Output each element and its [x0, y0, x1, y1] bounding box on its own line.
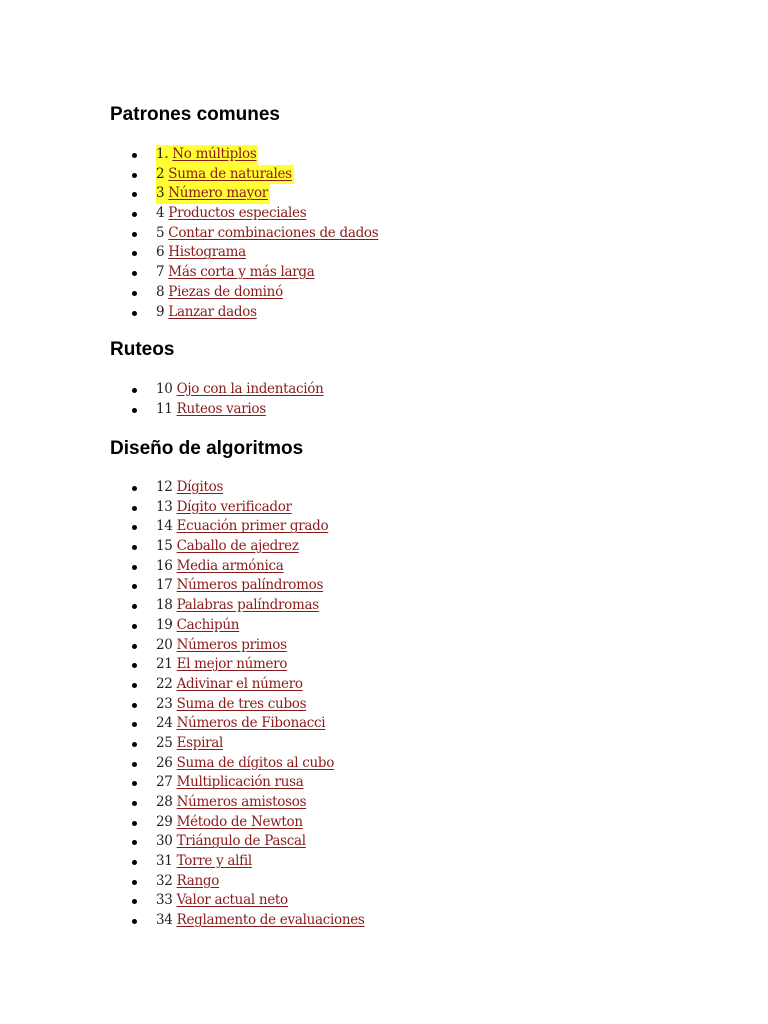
item-content — [156, 517, 328, 537]
exercise-link[interactable]: Dígito verificador — [176, 498, 292, 515]
item-content — [156, 478, 223, 498]
bullet-icon — [132, 644, 137, 649]
item-content — [156, 675, 303, 695]
item-number: 28 — [156, 794, 173, 810]
item-content — [156, 596, 319, 616]
item-content — [156, 303, 257, 323]
bullet-icon — [132, 663, 137, 668]
bullet-icon — [132, 781, 137, 786]
item-number: 27 — [156, 774, 173, 791]
exercise-link[interactable]: Números primos — [176, 636, 287, 653]
exercise-link[interactable]: No múltiplos — [172, 146, 257, 162]
item-content — [156, 263, 315, 283]
exercise-link[interactable]: Dígitos — [176, 479, 224, 495]
exercise-link[interactable]: Más corta y más larga — [168, 264, 315, 281]
exercise-link[interactable]: Caballo de ajedrez — [176, 538, 299, 555]
exercise-link[interactable]: Productos especiales — [168, 205, 307, 222]
item-number: 5 — [156, 224, 165, 241]
exercise-link[interactable]: Ruteos varios — [176, 400, 266, 417]
item-number: 21 — [156, 656, 173, 673]
bullet-icon — [132, 584, 137, 589]
bullet-icon — [132, 683, 137, 688]
bullet-icon — [132, 212, 137, 217]
item-content — [156, 891, 288, 911]
exercise-link[interactable]: Suma de naturales — [168, 165, 292, 182]
bullet-icon — [132, 762, 137, 767]
bullet-icon — [132, 408, 137, 413]
item-number: 31 — [156, 853, 173, 870]
item-content — [156, 911, 365, 931]
item-number: 33 — [156, 892, 173, 909]
exercise-link[interactable]: Valor actual neto — [176, 892, 288, 909]
item-number: 12 — [156, 479, 173, 495]
bullet-icon — [132, 153, 137, 158]
exercise-link[interactable]: El mejor número — [176, 656, 288, 673]
item-number: 16 — [156, 557, 173, 574]
item-number: 2 — [156, 165, 165, 182]
item-number: 24 — [156, 715, 173, 732]
item-content — [156, 537, 299, 557]
item-number: 7 — [156, 264, 165, 281]
highlighted-item — [156, 145, 258, 165]
item-content — [156, 224, 378, 244]
item-number: 26 — [156, 754, 173, 771]
highlighted-item — [156, 165, 294, 185]
exercise-link[interactable]: Palabras palíndromas — [176, 597, 319, 614]
exercise-link[interactable]: Suma de dígitos al cubo — [176, 754, 335, 771]
item-content — [156, 793, 306, 813]
exercise-link[interactable]: Número mayor — [168, 185, 268, 202]
item-number: 29 — [156, 813, 173, 830]
item-number: 17 — [156, 577, 173, 594]
exercise-link[interactable]: Ojo con la indentación — [176, 381, 324, 397]
item-number: 9 — [156, 303, 165, 320]
item-number: 23 — [156, 695, 173, 712]
exercise-link[interactable]: Reglamento de evaluaciones — [176, 912, 365, 929]
item-content — [156, 204, 306, 224]
exercise-link[interactable]: Triángulo de Pascal — [176, 833, 306, 850]
bullet-icon — [132, 388, 137, 393]
bullet-icon — [132, 251, 137, 256]
exercise-link[interactable]: Multiplicación rusa — [176, 774, 304, 791]
item-content — [156, 754, 334, 774]
item-number: 3 — [156, 185, 165, 202]
bullet-icon — [132, 173, 137, 178]
exercise-link[interactable]: Piezas de dominó — [168, 283, 283, 300]
exercise-link[interactable]: Adivinar el número — [176, 675, 303, 692]
exercise-link[interactable]: Histograma — [168, 244, 246, 261]
item-number: 19 — [156, 616, 173, 633]
bullet-icon — [132, 880, 137, 885]
item-number: 6 — [156, 244, 165, 261]
bullet-icon — [132, 821, 137, 826]
item-content — [156, 243, 246, 263]
bullet-icon — [132, 525, 137, 530]
item-number: 13 — [156, 498, 173, 515]
item-content — [156, 400, 266, 420]
exercise-link[interactable]: Ecuación primer grado — [176, 518, 329, 535]
bullet-icon — [132, 722, 137, 727]
bullet-icon — [132, 565, 137, 570]
bullet-icon — [132, 506, 137, 511]
bullet-icon — [132, 899, 137, 904]
exercise-link[interactable]: Números palíndromos — [176, 577, 324, 594]
bullet-icon — [132, 604, 137, 609]
exercise-link[interactable]: Espiral — [176, 734, 224, 751]
item-content — [156, 813, 303, 833]
item-number: 10 — [156, 381, 173, 397]
exercise-link[interactable]: Lanzar dados — [168, 303, 257, 320]
exercise-link[interactable]: Suma de tres cubos — [176, 695, 307, 712]
bullet-icon — [132, 486, 137, 491]
bullet-icon — [132, 545, 137, 550]
item-content — [156, 655, 287, 675]
item-content — [156, 616, 239, 636]
item-number: 32 — [156, 872, 173, 889]
item-number: 15 — [156, 538, 173, 555]
item-number: 1. — [156, 146, 169, 162]
highlighted-item — [156, 184, 270, 204]
bullet-icon — [132, 291, 137, 296]
item-number: 11 — [156, 400, 173, 417]
item-content — [156, 773, 303, 793]
item-number: 20 — [156, 636, 173, 653]
item-content — [156, 576, 323, 596]
bullet-icon — [132, 919, 137, 924]
exercise-link[interactable]: Torre y alfil — [176, 853, 252, 870]
item-content — [156, 714, 325, 734]
item-number: 4 — [156, 205, 165, 222]
item-number: 22 — [156, 675, 173, 692]
bullet-icon — [132, 742, 137, 747]
item-content — [156, 636, 287, 656]
item-content — [156, 283, 283, 303]
item-content — [156, 872, 219, 892]
section-heading-ruteos: Ruteos — [110, 339, 175, 360]
section-heading-patrones-comunes: Patrones comunes — [110, 104, 280, 125]
exercise-link[interactable]: Media armónica — [176, 557, 284, 574]
item-number: 8 — [156, 283, 165, 300]
bullet-icon — [132, 271, 137, 276]
exercise-link[interactable]: Rango — [176, 872, 220, 889]
exercise-link[interactable]: Contar combinaciones de dados — [168, 224, 379, 241]
item-number: 25 — [156, 734, 173, 751]
item-number: 34 — [156, 912, 173, 929]
bullet-icon — [132, 192, 137, 197]
exercise-link[interactable]: Método de Newton — [176, 813, 303, 830]
item-number: 30 — [156, 833, 173, 850]
item-content — [156, 832, 306, 852]
exercise-link[interactable]: Números amistosos — [176, 794, 307, 810]
bullet-icon — [132, 860, 137, 865]
bullet-icon — [132, 703, 137, 708]
section-heading-diseno-de-algoritmos: Diseño de algoritmos — [110, 438, 304, 459]
item-content — [156, 498, 292, 518]
item-content — [156, 852, 252, 872]
bullet-icon — [132, 801, 137, 806]
item-content — [156, 557, 284, 577]
item-number: 14 — [156, 518, 173, 535]
bullet-icon — [132, 311, 137, 316]
item-number: 18 — [156, 597, 173, 614]
item-content — [156, 695, 306, 715]
bullet-icon — [132, 624, 137, 629]
bullet-icon — [132, 840, 137, 845]
item-content — [156, 380, 324, 400]
exercise-link[interactable]: Números de Fibonacci — [176, 715, 326, 732]
item-content — [156, 734, 223, 754]
bullet-icon — [132, 232, 137, 237]
exercise-link[interactable]: Cachipún — [176, 616, 240, 633]
